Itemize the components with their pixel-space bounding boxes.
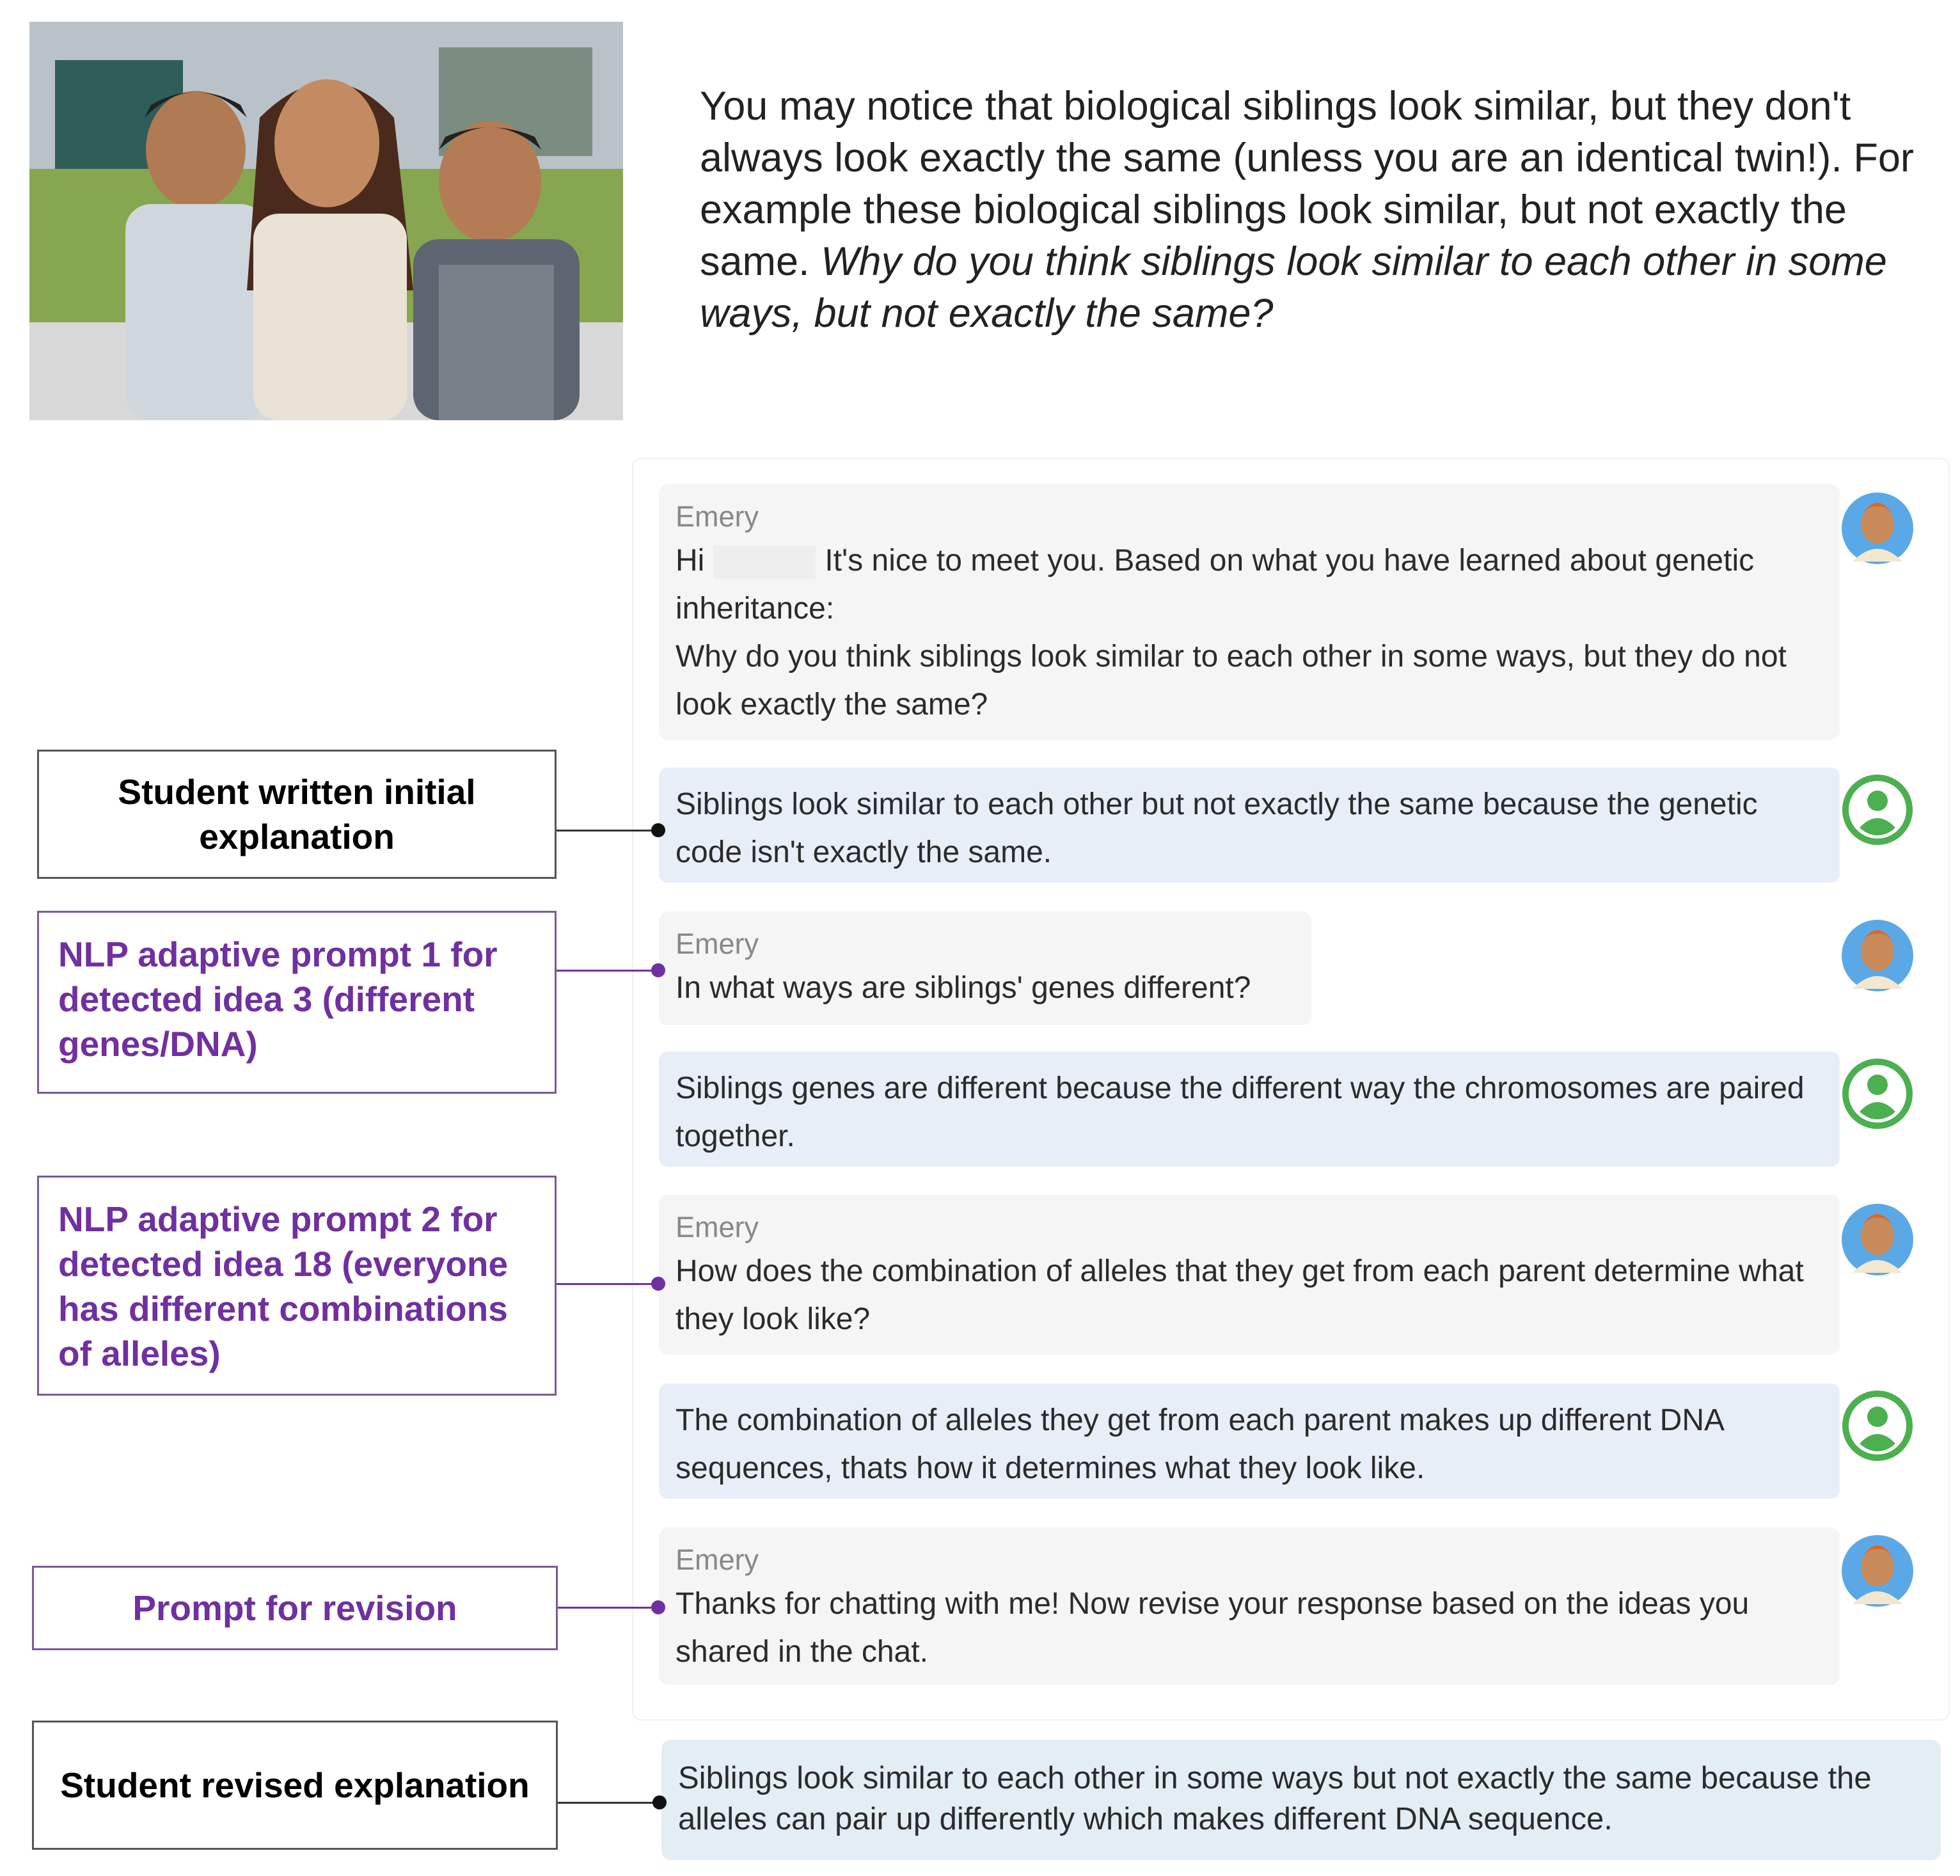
revised-explanation-text: Siblings look similar to each other in some ways but not exactly the same because the alleles can pair up differently which makes different DNA sequence. [678,1761,1872,1836]
bot-avatar-icon [1840,486,1915,568]
annotation-label: Prompt for revision [132,1588,457,1628]
bot-avatar-icon [1840,1197,1915,1279]
annotation-initial-explanation [37,750,557,879]
annotation-label: NLP adaptive prompt 2 for detected idea 18 (everyone has different combinations of alleles) [58,1199,509,1373]
annotation-label: NLP adaptive prompt 1 for detected idea 3 (different genes/DNA) [58,934,498,1064]
message-text: Thanks for chatting with me! Now revise your response based on the ideas you shared in the chat. [676,1587,1750,1669]
sender-name: Emery [676,927,759,960]
sender-name: Emery [676,500,759,533]
siblings-photo [29,22,623,420]
message-text: It's nice to meet you. Based on what you have learned about genetic inheritance: [676,544,1755,626]
user-avatar-icon [1840,769,1915,851]
user-message-2 [659,1052,1840,1167]
annotation-prompt-2 [37,1176,557,1396]
bot-avatar-icon [1840,913,1915,995]
connector-dot [651,1600,665,1614]
user-message-3 [659,1383,1840,1499]
redacted-name [713,546,816,579]
connector-prompt-1 [557,970,658,972]
message-text: In what ways are siblings' genes different? [676,971,1251,1005]
connector-revised [558,1802,659,1804]
annotation-revised-explanation [32,1721,558,1850]
connector-initial [557,830,658,832]
connector-dot [651,1277,665,1291]
bot-message-3 [659,1195,1840,1355]
connector-dot [651,823,665,837]
message-question: Why do you think siblings look similar to each other in some ways, but they do not look exactly the same? [676,640,1787,721]
annotation-revision-prompt [32,1566,558,1650]
sender-name: Emery [676,1211,759,1243]
user-avatar-icon [1840,1385,1915,1467]
user-message-1 [659,768,1840,883]
bot-message-2 [659,911,1311,1025]
message-text: The combination of alleles they get from each parent makes up different DNA sequences, thats how it determines what they look like. [676,1403,1723,1485]
connector-dot [652,1795,667,1809]
sender-name: Emery [676,1543,759,1576]
question-text [700,81,1941,340]
message-text: Siblings genes are different because the different way the chromosomes are paired together. [676,1071,1805,1153]
message-text-greeting: Hi [676,544,705,578]
user-avatar-icon [1840,1053,1915,1135]
annotation-label: Student revised explanation [60,1765,530,1805]
connector-prompt-2 [557,1283,658,1285]
annotation-label: Student written initial explanation [118,772,476,856]
bot-message-1 [659,484,1840,740]
annotation-prompt-1 [37,911,557,1094]
message-text: Siblings look similar to each other but not exactly the same because the genetic code isn't exactly the same. [676,787,1758,869]
revised-explanation-box [661,1740,1941,1860]
bot-message-4 [659,1527,1840,1685]
question-prompt: You may notice that biological siblings look similar, but they don't always look exactly the same (unless you are an identical twin!). For example these biological siblings look similar, but not exactly the same. [700,84,1914,284]
message-text: How does the combination of alleles that they get from each parent determine what they look like? [676,1254,1804,1336]
connector-revision [558,1607,658,1609]
connector-dot [651,963,665,977]
question-italic: Why do you think siblings look similar to each other in some ways, but not exactly the same? [700,239,1887,336]
bot-avatar-icon [1840,1529,1915,1611]
